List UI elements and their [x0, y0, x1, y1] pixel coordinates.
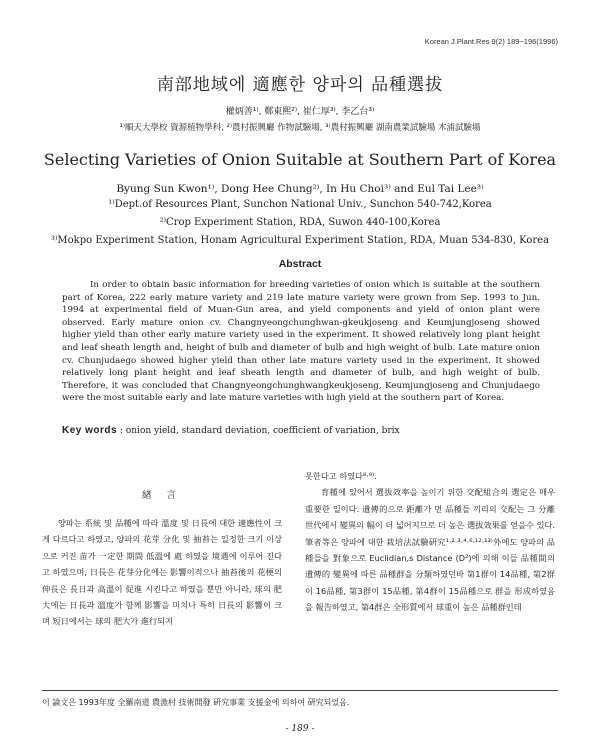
- abstract-text: In order to obtain basic information for breeding varieties of onion which is suitable at the southern part of Korea, 222 early mature variety and 219 late mature variety were grown from Sep. 1993 to Jun. 1994 at experimental field of Muan-Gun area, and yield components and yield of onion plant were observed. Early mature onion cv. Changnyeongchunghwan-gkeukjoseng and Keumjungjoseng showed higher yield than other early mature variety used in the experiment. It showed relatively long plant height and leaf sheath length and, height of bulb and diameter of bulb and high weight of bulb. Late mature onion cv. Chunjudaego showed higher yield than other late mature variety used in the experiment. It showed relatively long plant height and leaf sheath length and diameter of bulb, and high weight of bulb. Therefore, it was concluded that Changnyeongchunghwangkeukjoseng, Keumjungjoseng and Chunjudaego were the most suitable early and late mature varieties with high yield at the southern part of Korea.: [62, 280, 540, 404]
- english-affiliation-1: ¹⁾Dept.of Resources Plant, Sunchon National Univ., Sunchon 540-742,Korea: [108, 199, 492, 210]
- korean-affiliations: ¹⁾順天大學校 資源植物學科, ²⁾農村振興廳 作物試驗場, ³⁾農村振興廳 湖南農業試驗場 木浦試驗場: [119, 123, 481, 133]
- english-title: Selecting Varieties of Onion Suitable at Southern Part of Korea: [43, 150, 557, 169]
- korean-title: 南部地域에 適應한 양파의 品種選拔: [156, 75, 444, 95]
- keywords-text: : onion yield, standard deviation, coefficient of variation, brix: [119, 426, 400, 436]
- page-number: - 189 -: [285, 724, 315, 734]
- intro-paragraph-left: 양파는 系統 및 品種에 따라 溫度 및 日長에 대한 適應性이 크게 다르다고 하였고, 양파의 花芽 分化 및 抽苔는 일정한 크기 이상으로 커진 苗가 一定한 期間 低溫에 處 하였을 境遇에 이루어 진다고 하였으며, 日長은 花芽分化에는 影響이적으나 抽苔後의 花梗의 伸長은 長日과 高溫이 促進 시킨다고 하였을 뿐만 아니라, 球의 肥大에는 日長과 溫度가 함께 影響을 미치나 특히 日長의 影響이 크며 短日에서는 球의 肥大가 進行되지: [42, 518, 282, 627]
- section-heading-introduction: 緖 言: [141, 490, 183, 501]
- english-affiliation-3: ³⁾Mokpo Experiment Station, Honam Agricultural Experiment Station, RDA, Muan 534-830, Korea: [50, 235, 550, 246]
- intro-paragraph-right-continued: 못한다고 하였다⁸·⁹⁾.: [305, 471, 377, 481]
- journal-reference: Korean J.Plant.Res 9(2) 189~196(1996): [424, 37, 558, 46]
- keywords-label: Key words: [62, 425, 118, 436]
- footnote-divider: [42, 690, 558, 691]
- abstract-heading: Abstract: [278, 258, 322, 270]
- right-column: [305, 468, 555, 616]
- left-column: [42, 487, 282, 630]
- english-authors: Byung Sun Kwon¹⁾, Dong Hee Chung²⁾, In Hu Choi³⁾ and Eul Tai Lee³⁾: [116, 183, 484, 195]
- funding-footnote: 이 論文은 1993年度 全羅南道 農漁村 技術開發 硏究事業 支援金에 의하여 硏究되었음.: [42, 698, 350, 707]
- intro-paragraph-right: 育種에 있어서 選拔效率을 높이기 위한 交配組合의 選定은 매우 重要한 일이다. 遺傳的으로 距離가 먼 品種들 끼리의 交配는 그 分離世代에서 變異의 幅이 더 넓어지므로 더 높은 選拔效果를 얻을수 있다. 筆者等은 양파에 대한 栽培法試驗硏究¹·²·³·⁴·⁶·¹²·¹³⁾外에도 양파의 品種들을 對象으로 Euclidian,s Distance (D²)에 의해 이들 品種間의 遺傳的 變異에 따른 品種群을 分類하였던바 第1群이 14品種, 第2群이 16品種, 第3群이 15品種, 第4群이 15品種으로 群을 形成하였음을 報告하였고, 第4群은 全形質에서 球重이 높은 品種群인데: [305, 487, 555, 613]
- english-affiliation-2: ²⁾Crop Experiment Station, RDA, Suwon 440-100,Korea: [159, 217, 441, 228]
- korean-authors: 權炳善¹⁾, 鄭東熙²⁾, 崔仁厚³⁾, 李乙台³⁾: [225, 107, 375, 117]
- keywords: [62, 425, 400, 436]
